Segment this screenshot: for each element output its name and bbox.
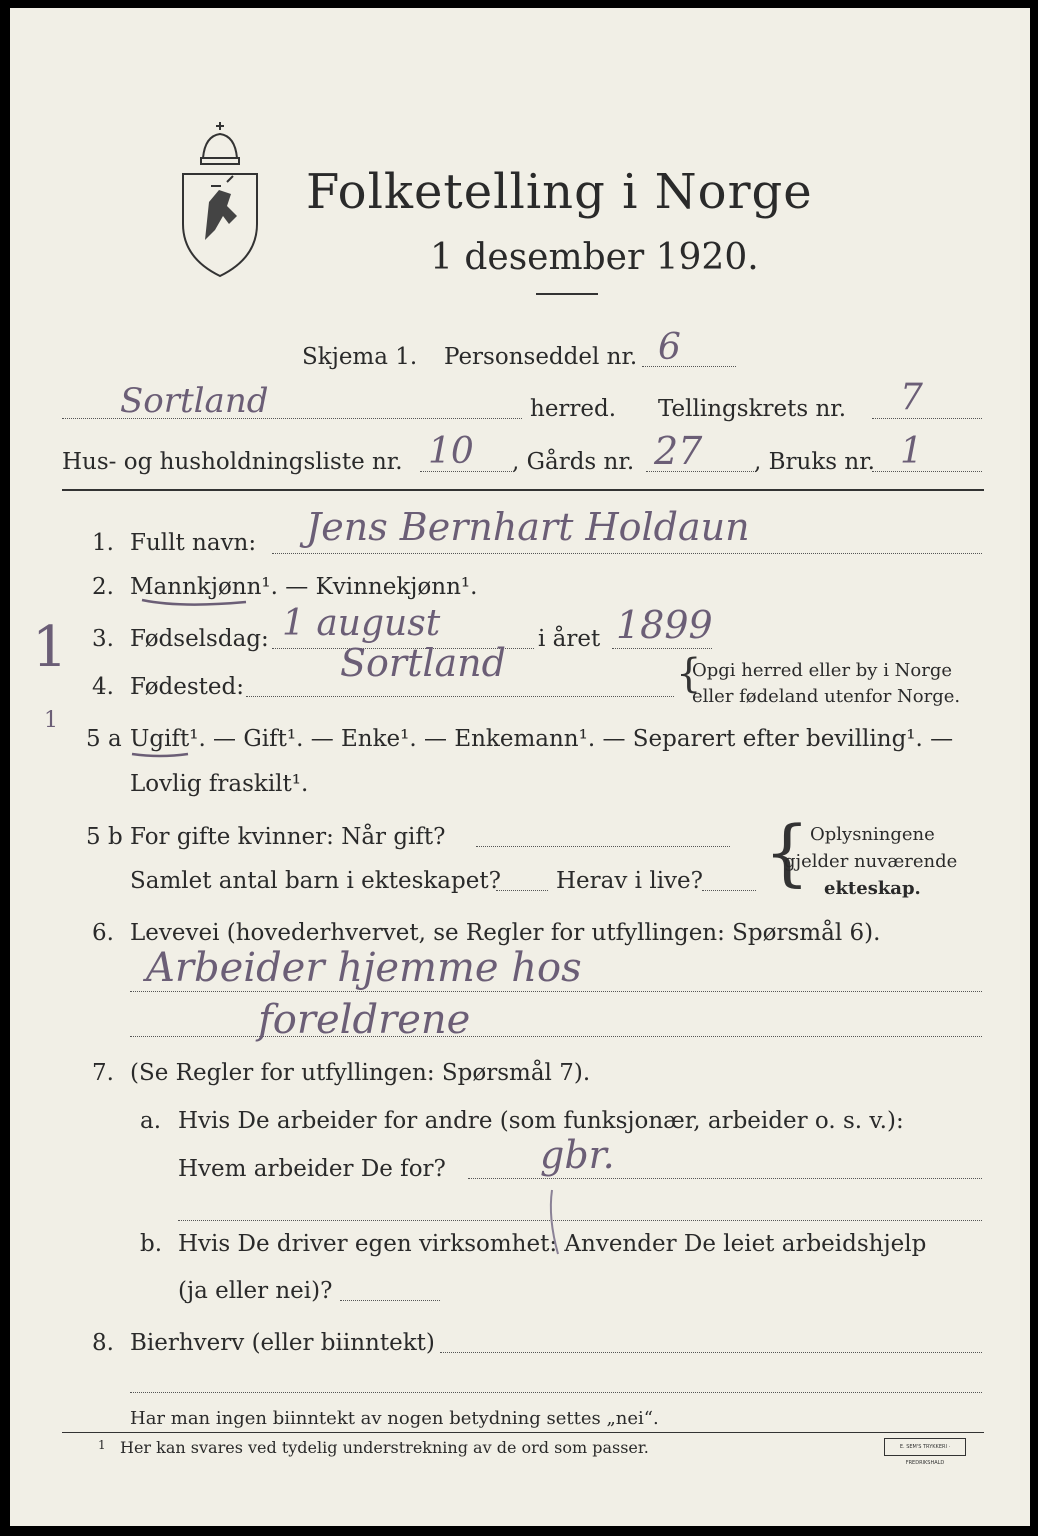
footer-note: Har man ingen biinntekt av nogen betydning settes „nei“. — [130, 1408, 659, 1429]
schema-label: Skjema 1. — [302, 344, 418, 370]
q7a-line — [468, 1178, 982, 1179]
q2-number: 2. — [92, 574, 114, 600]
q5b-note-line1: Oplysningene — [810, 824, 935, 845]
herred-value[interactable]: Sortland — [120, 381, 269, 421]
q8-number: 8. — [92, 1330, 114, 1356]
husholdning-value[interactable]: 10 — [428, 431, 474, 472]
q5b-barn-line — [496, 890, 548, 891]
norwegian-coat-of-arms-icon — [175, 120, 265, 280]
bruks-line — [872, 471, 982, 472]
q7a-letter: a. — [140, 1108, 162, 1134]
q4-value[interactable]: Sortland — [340, 641, 506, 685]
margin-mark-2: 1 — [44, 708, 58, 733]
printer-stamp-text: E. SEM'S TRYKKERI · FREDRIKSHALD — [899, 1444, 951, 1466]
q3-year-label: i året — [538, 626, 601, 652]
q5b-line2: Samlet antal barn i ekteskapet? — [130, 868, 501, 894]
q7a-value[interactable]: gbr. — [540, 1133, 615, 1177]
q4-brace: { — [676, 651, 702, 697]
printer-stamp — [884, 1438, 966, 1466]
gards-label: , Gårds nr. — [512, 449, 635, 475]
q4-line — [246, 696, 674, 697]
bruks-label: , Bruks nr. — [754, 449, 875, 475]
q7-number: 7. — [92, 1060, 114, 1086]
q6-number: 6. — [92, 920, 114, 946]
q6-value-line2[interactable]: foreldrene — [258, 997, 471, 1043]
form-date: 1 desember 1920. — [430, 237, 759, 278]
bruks-value[interactable]: 1 — [900, 431, 923, 472]
q5b-line1: For gifte kvinner: Når gift? — [130, 824, 446, 850]
q7b-line2: (ja eller nei)? — [178, 1278, 333, 1304]
q5b-note-line3: ekteskap. — [824, 878, 921, 899]
tellingskrets-value[interactable]: 7 — [900, 377, 923, 418]
q5b-gift-line — [476, 846, 730, 847]
gards-value[interactable]: 27 — [654, 429, 703, 473]
q5b-number: 5 b — [86, 824, 123, 850]
form-title: Folketelling i Norge — [306, 164, 813, 220]
herred-label: herred. — [530, 396, 617, 422]
q4-note-line2: eller fødeland utenfor Norge. — [692, 686, 961, 707]
q7b-line — [340, 1300, 440, 1301]
q7a-line2: Hvem arbeider De for? — [178, 1156, 446, 1182]
q6-value-line1[interactable]: Arbeider hjemme hos — [146, 945, 582, 991]
q4-label: Fødested: — [130, 674, 245, 700]
q1-label: Fullt navn: — [130, 530, 257, 556]
title-divider — [536, 293, 598, 295]
q5a-line2: Lovlig fraskilt¹. — [130, 771, 309, 797]
q3-number: 3. — [92, 626, 114, 652]
footnote-text: Her kan svares ved tydelig understrekning av de ord som passer. — [120, 1438, 649, 1457]
q8-line2 — [130, 1392, 982, 1393]
q1-line — [272, 553, 982, 554]
q3-label: Fødselsdag: — [130, 626, 269, 652]
q8-label: Bierhverv (eller biinntekt) — [130, 1330, 435, 1356]
personseddel-line — [642, 366, 736, 367]
footnote-mark: 1 — [98, 1438, 106, 1452]
q5a-line1: Ugift¹. — Gift¹. — Enke¹. — Enkemann¹. — Separert efter bevilling¹. — — [130, 726, 954, 752]
q5b-brace: { — [764, 810, 810, 894]
q7a-extra-line — [178, 1220, 982, 1221]
q2-label: Mannkjønn¹. — Kvinnekjønn¹. — [130, 574, 478, 600]
header-divider — [62, 489, 984, 491]
mannkjonn-underline — [140, 596, 250, 610]
tellingskrets-label: Tellingskrets nr. — [658, 396, 847, 422]
q8-line — [440, 1352, 982, 1353]
personseddel-value[interactable]: 6 — [658, 327, 681, 368]
q4-note-line1: Opgi herred eller by i Norge — [692, 660, 953, 681]
q1-value[interactable]: Jens Bernhart Holdaun — [306, 505, 750, 549]
q5b-note-line2: gjelder nuværende — [784, 851, 958, 872]
q5b-herav-line — [702, 890, 756, 891]
q7a-line1: Hvis De arbeider for andre (som funksjonær, arbeider o. s. v.): — [178, 1108, 904, 1134]
ugift-underline — [130, 750, 190, 760]
q4-number: 4. — [92, 674, 114, 700]
q5a-number: 5 a — [86, 726, 122, 752]
q3-year-line — [612, 648, 712, 649]
footer-divider — [62, 1432, 984, 1433]
ink-stroke — [540, 1188, 570, 1258]
census-form-page — [10, 8, 1030, 1526]
q5b-herav: Herav i live? — [556, 868, 703, 894]
q3-value[interactable]: 1 august — [282, 603, 441, 644]
q7-label: (Se Regler for utfyllingen: Spørsmål 7). — [130, 1060, 591, 1086]
q6-label: Levevei (hovederhvervet, se Regler for utfyllingen: Spørsmål 6). — [130, 920, 881, 946]
q6-line1 — [130, 991, 982, 992]
margin-mark-1: 1 — [32, 615, 68, 680]
tellingskrets-line — [872, 418, 982, 419]
q7b-letter: b. — [140, 1231, 163, 1257]
q7b-line1: Hvis De driver egen virksomhet: Anvender De leiet arbeidshjelp — [178, 1231, 927, 1257]
q3-year-value[interactable]: 1899 — [616, 603, 713, 647]
personseddel-label: Personseddel nr. — [444, 344, 638, 370]
husholdning-label: Hus- og husholdningsliste nr. — [62, 449, 403, 475]
q1-number: 1. — [92, 530, 114, 556]
